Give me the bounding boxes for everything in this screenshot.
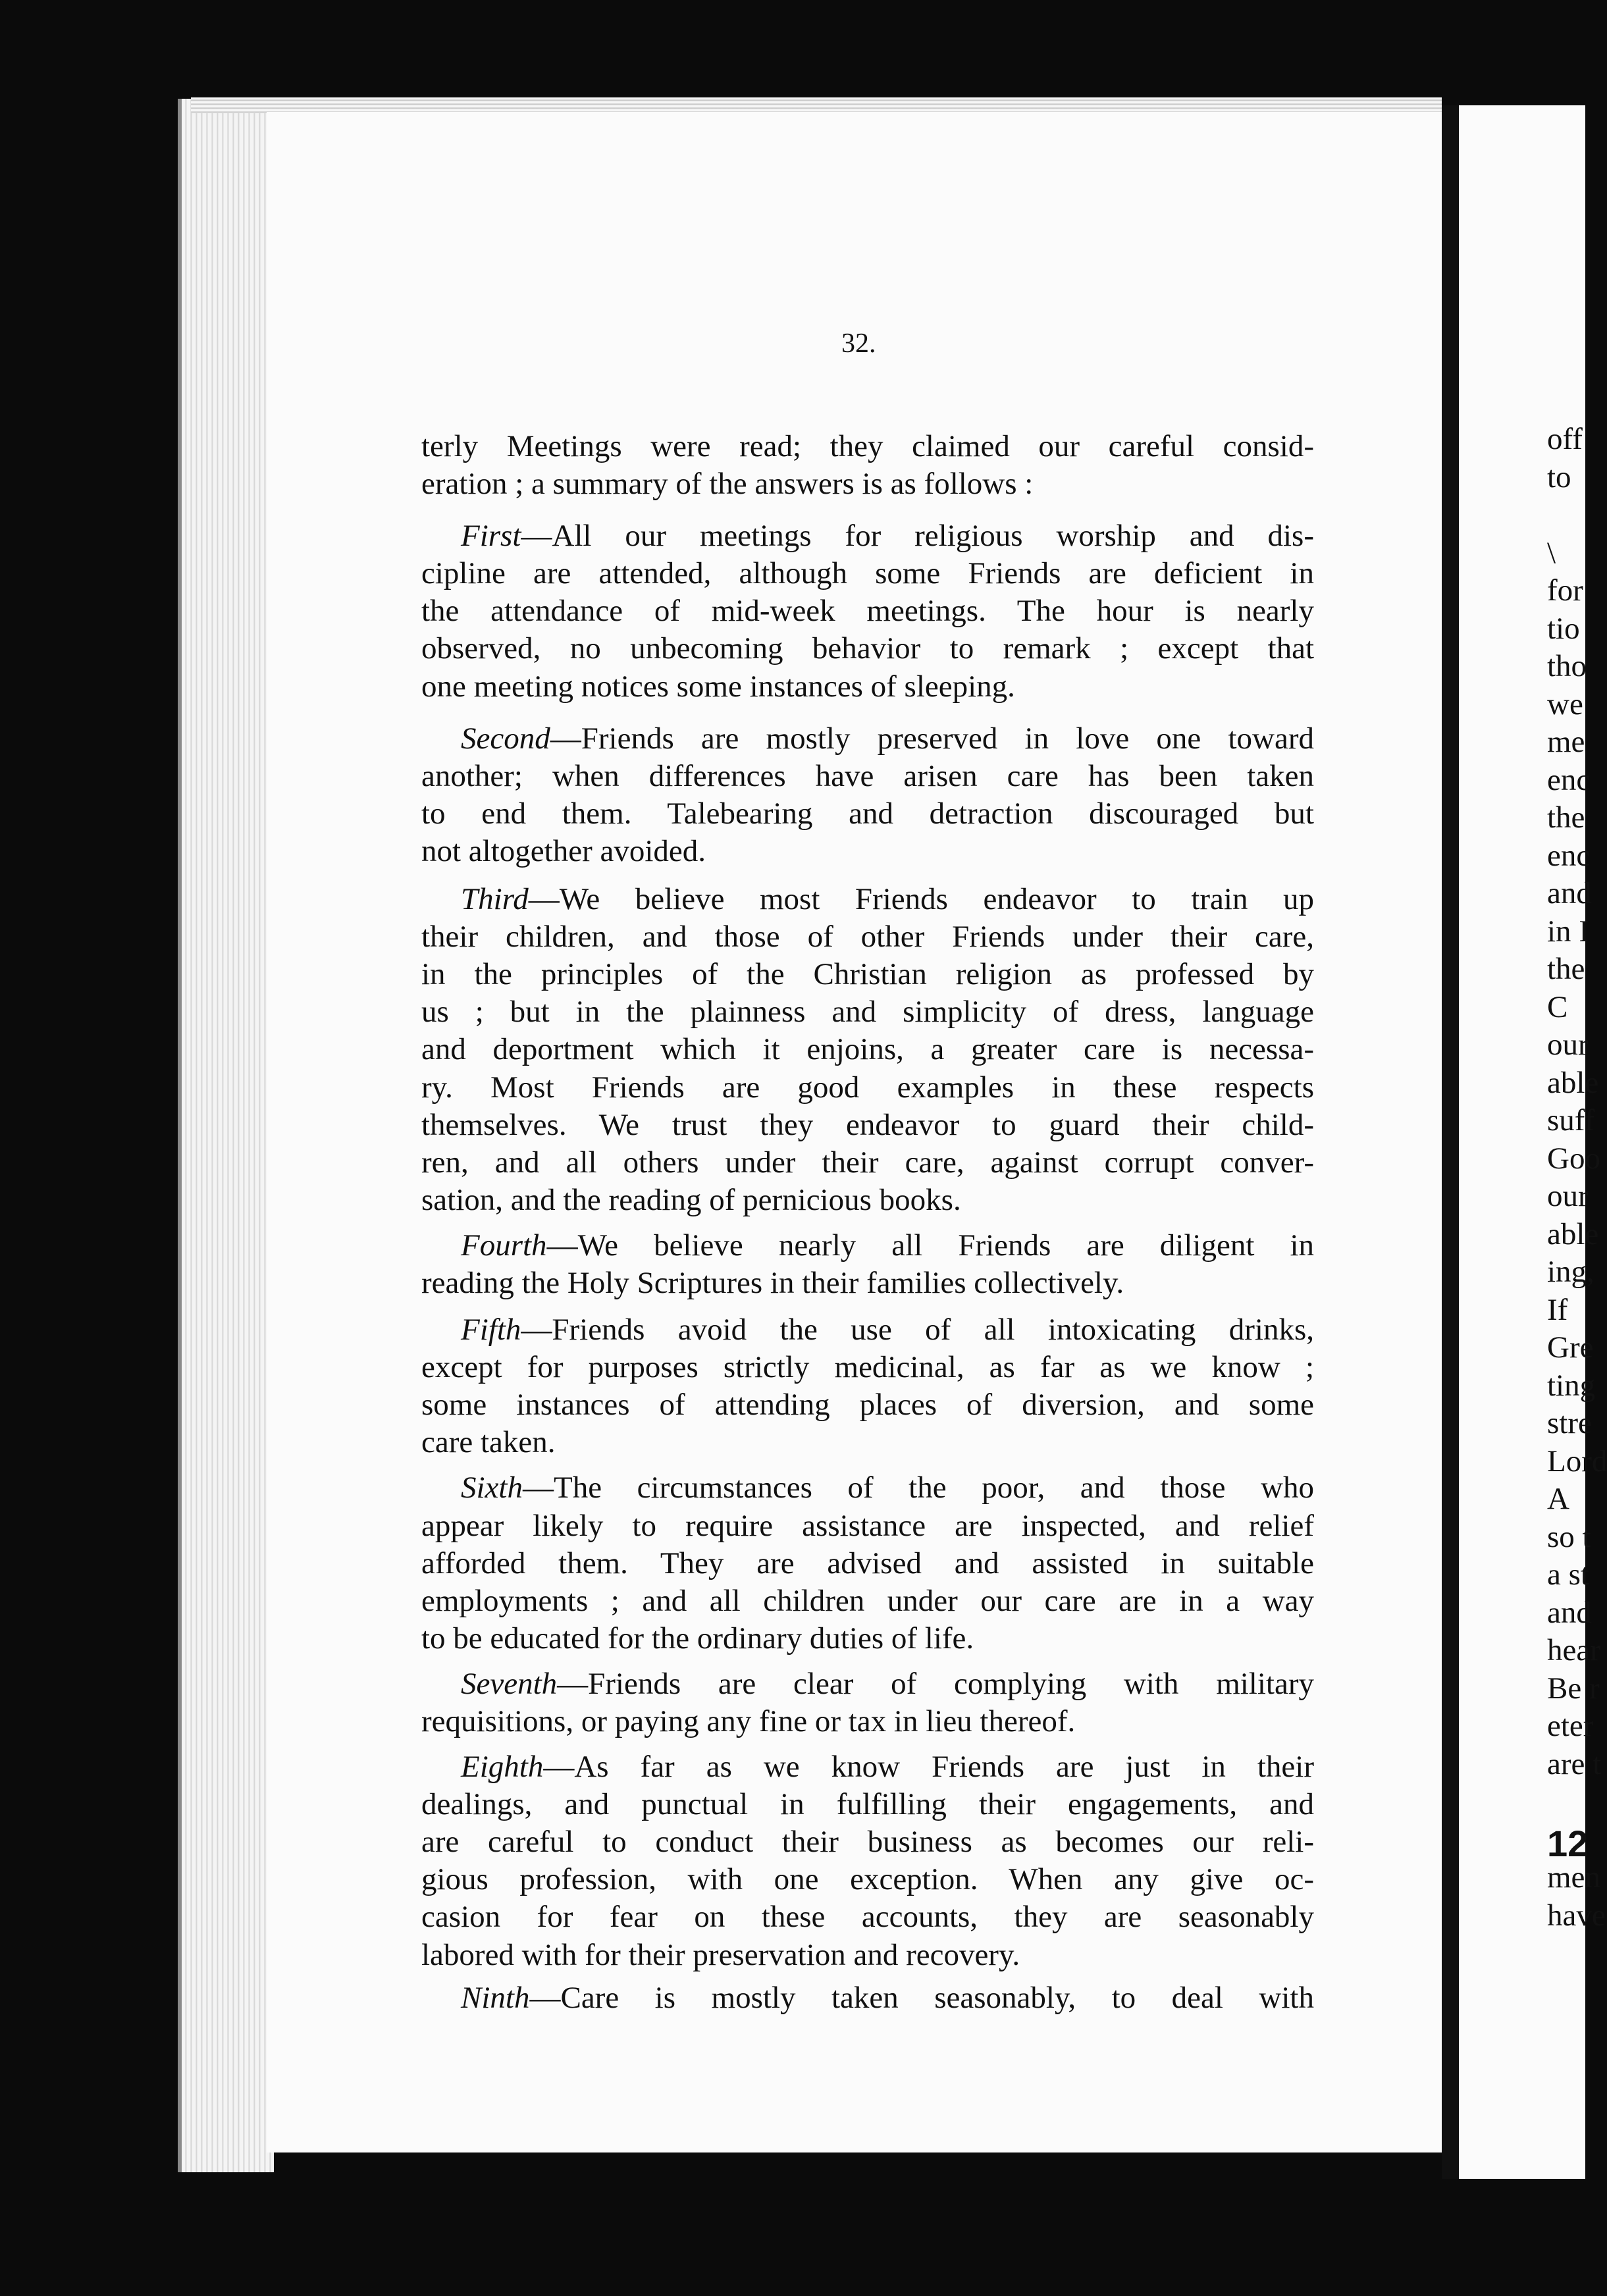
paragraph <box>421 517 1314 705</box>
line-text: terly Meetings were read; they claimed our careful consid- <box>421 429 1314 463</box>
facing-page-fragment: stre <box>1547 1406 1592 1440</box>
text-line <box>421 758 1314 795</box>
facing-page-fragment: Lord <box>1547 1444 1607 1478</box>
line-text: another; when differences have arisen care has been taken <box>421 758 1314 793</box>
text-line <box>421 428 1314 465</box>
page-edges <box>178 99 274 2172</box>
line-text: gious profession, with one exception. When any give oc- <box>421 1862 1314 1897</box>
facing-page-fragment: in I <box>1547 914 1589 949</box>
facing-page-fragment: eter <box>1547 1709 1594 1743</box>
facing-page-fragment: able <box>1547 1065 1599 1100</box>
line-text: care taken. <box>421 1425 556 1460</box>
facing-page-fragment: for <box>1547 573 1583 608</box>
paragraph <box>421 1748 1314 1974</box>
text-line <box>421 668 1314 706</box>
line-text: —The circumstances of the poor, and those who <box>522 1471 1314 1505</box>
text-line <box>421 918 1314 956</box>
line-text: are careful to conduct their business as becomes our reli- <box>421 1825 1314 1860</box>
line-text: —Care is mostly taken seasonably, to deal with <box>529 1980 1314 2015</box>
line-text: themselves. We trust they endeavor to guard their child- <box>421 1107 1314 1142</box>
text-line <box>421 555 1314 592</box>
text-line <box>421 1703 1314 1740</box>
text-line <box>421 1311 1314 1349</box>
line-text: to end them. Talebearing and detraction discouraged but <box>421 796 1314 831</box>
query-heading: Fourth <box>461 1228 547 1263</box>
query-heading: Fifth <box>461 1313 521 1347</box>
facing-page-fragment: have <box>1547 1898 1606 1933</box>
line-text: —We believe nearly all Friends are diligent in <box>546 1228 1314 1263</box>
text-line <box>421 956 1314 993</box>
line-text: ry. Most Friends are good examples in these respects <box>421 1070 1314 1105</box>
facing-page-fragment: tio <box>1547 611 1580 646</box>
facing-page-fragment: If <box>1547 1292 1568 1327</box>
paragraph <box>421 1227 1314 1302</box>
facing-page-fragment: men <box>1547 1860 1600 1894</box>
line-text: afforded them. They are advised and assisted in suitable <box>421 1546 1314 1580</box>
line-text: not altogether avoided. <box>421 833 706 868</box>
facing-page-fragment: are t <box>1547 1746 1602 1781</box>
text-line <box>421 1265 1314 1302</box>
page-top-edges <box>191 97 1442 113</box>
text-line <box>421 1507 1314 1545</box>
text-line <box>421 881 1314 918</box>
line-text: employments ; and all children under our care are in a way <box>421 1583 1314 1618</box>
query-heading: Third <box>461 882 529 917</box>
facing-page-fragment: suff <box>1547 1103 1595 1137</box>
line-text: except for purposes strictly medicinal, as far as we know ; <box>421 1350 1314 1385</box>
paragraph <box>421 1311 1314 1461</box>
facing-page-fragment: off <box>1547 422 1583 456</box>
facing-page-fragment: our <box>1547 1179 1589 1213</box>
text-line <box>421 1424 1314 1461</box>
line-text: one meeting notices some instances of sleeping. <box>421 669 1015 704</box>
text-line <box>421 1937 1314 1974</box>
line-text: to be educated for the ordinary duties of life. <box>421 1621 974 1656</box>
facing-page-fragment: the <box>1547 800 1585 835</box>
line-text: eration ; a summary of the answers is as follows : <box>421 467 1034 502</box>
facing-page-fragment: the <box>1547 952 1585 986</box>
text-line <box>421 517 1314 555</box>
text-line <box>421 1979 1314 2017</box>
line-text: in the principles of the Christian religion as professed by <box>421 957 1314 992</box>
text-line <box>421 1469 1314 1507</box>
facing-page-fragment: tho <box>1547 649 1587 683</box>
text-line <box>421 1069 1314 1107</box>
line-text: requisitions, or paying any fine or tax in lieu thereof. <box>421 1704 1076 1738</box>
facing-page-fragment: able <box>1547 1216 1599 1251</box>
page-number: 32. <box>841 328 876 359</box>
facing-page-fragment: we <box>1547 687 1583 721</box>
facing-page-fragment: enc <box>1547 762 1591 797</box>
text-line <box>421 1144 1314 1182</box>
line-text: —Friends avoid the use of all intoxicating drinks, <box>521 1313 1314 1347</box>
paragraph <box>421 1979 1314 2017</box>
query-heading: First <box>461 519 521 554</box>
facing-page-fragment: Be r <box>1547 1671 1600 1706</box>
paragraph <box>421 720 1314 870</box>
paragraph <box>421 881 1314 1219</box>
text-line <box>421 1748 1314 1786</box>
line-text: us ; but in the plainness and simplicity of dress, language <box>421 995 1314 1030</box>
facing-page-fragment: me <box>1547 725 1585 759</box>
text-line <box>421 795 1314 833</box>
facing-page-fragment: ting <box>1547 1368 1596 1403</box>
line-text: —Friends are clear of complying with military <box>557 1666 1314 1701</box>
paragraph <box>421 1469 1314 1657</box>
query-heading: Ninth <box>461 1980 530 2015</box>
paragraph <box>421 428 1314 503</box>
text-line <box>421 1349 1314 1386</box>
query-heading: Seventh <box>461 1666 558 1701</box>
line-text: —We believe most Friends endeavor to train up <box>528 882 1314 917</box>
line-text: —Friends are mostly preserved in love one toward <box>550 721 1314 756</box>
text-line <box>421 1786 1314 1823</box>
paragraph <box>421 1665 1314 1740</box>
facing-page-fragment: a st <box>1547 1557 1589 1592</box>
facing-page-fragment: and <box>1547 876 1592 910</box>
facing-page-fragment: Gre <box>1547 1330 1594 1365</box>
line-text: labored with for their preservation and recovery. <box>421 1937 1020 1972</box>
facing-page-fragment: ing, <box>1547 1255 1594 1289</box>
query-heading: Eighth <box>461 1750 544 1785</box>
text-line <box>421 1861 1314 1898</box>
facing-page-fragment: hear <box>1547 1633 1600 1667</box>
text-line <box>421 1227 1314 1265</box>
text-line <box>421 993 1314 1031</box>
text-line <box>421 1386 1314 1424</box>
facing-page-fragment: \ <box>1547 535 1556 570</box>
text-line <box>421 1545 1314 1582</box>
text-line <box>421 1823 1314 1861</box>
facing-page-fragment: Goo <box>1547 1141 1600 1176</box>
facing-page-fragment: so t <box>1547 1519 1591 1554</box>
text-line <box>421 630 1314 667</box>
facing-page-fragment: enc <box>1547 838 1591 873</box>
line-text: their children, and those of other Friends under their care, <box>421 920 1314 954</box>
facing-page-fragment: A <box>1547 1482 1569 1516</box>
line-text: ren, and all others under their care, against corrupt conver- <box>421 1145 1314 1180</box>
facing-page-fragment: C <box>1547 989 1568 1024</box>
facing-page-fragment: our <box>1547 1028 1589 1062</box>
line-text: —As far as we know Friends are just in their <box>543 1750 1314 1785</box>
text-line <box>421 1620 1314 1657</box>
text-line <box>421 833 1314 870</box>
line-text: the attendance of mid-week meetings. The hour is nearly <box>421 594 1314 629</box>
line-text: observed, no unbecoming behavior to remark ; except that <box>421 631 1314 666</box>
line-text: —All our meetings for religious worship and dis- <box>521 519 1314 554</box>
text-line <box>421 720 1314 758</box>
text-line <box>421 1665 1314 1703</box>
book-gutter <box>1442 105 1459 2179</box>
text-line <box>421 1031 1314 1068</box>
facing-page-fragment: 12 <box>1547 1822 1589 1864</box>
text-line <box>421 1107 1314 1144</box>
query-heading: Sixth <box>461 1471 523 1505</box>
text-line <box>421 592 1314 630</box>
line-text: appear likely to require assistance are inspected, and relief <box>421 1508 1314 1543</box>
text-line <box>421 1582 1314 1620</box>
facing-page-fragment: and <box>1547 1595 1592 1630</box>
line-text: reading the Holy Scriptures in their families collectively. <box>421 1265 1124 1300</box>
line-text: sation, and the reading of pernicious books. <box>421 1182 961 1217</box>
page-text <box>421 420 1314 2017</box>
facing-page-fragment: to <box>1547 459 1571 494</box>
line-text: cipline are attended, although some Friends are deficient in <box>421 556 1314 591</box>
query-heading: Second <box>461 721 550 756</box>
text-line <box>421 1182 1314 1219</box>
line-text: and deportment which it enjoins, a greater care is necessa- <box>421 1032 1314 1067</box>
line-text: some instances of attending places of diversion, and some <box>421 1388 1314 1422</box>
text-line <box>421 1898 1314 1936</box>
line-text: casion for fear on these accounts, they are seasonably <box>421 1900 1314 1935</box>
text-line <box>421 465 1314 503</box>
line-text: dealings, and punctual in fulfilling their engagements, and <box>421 1787 1314 1822</box>
